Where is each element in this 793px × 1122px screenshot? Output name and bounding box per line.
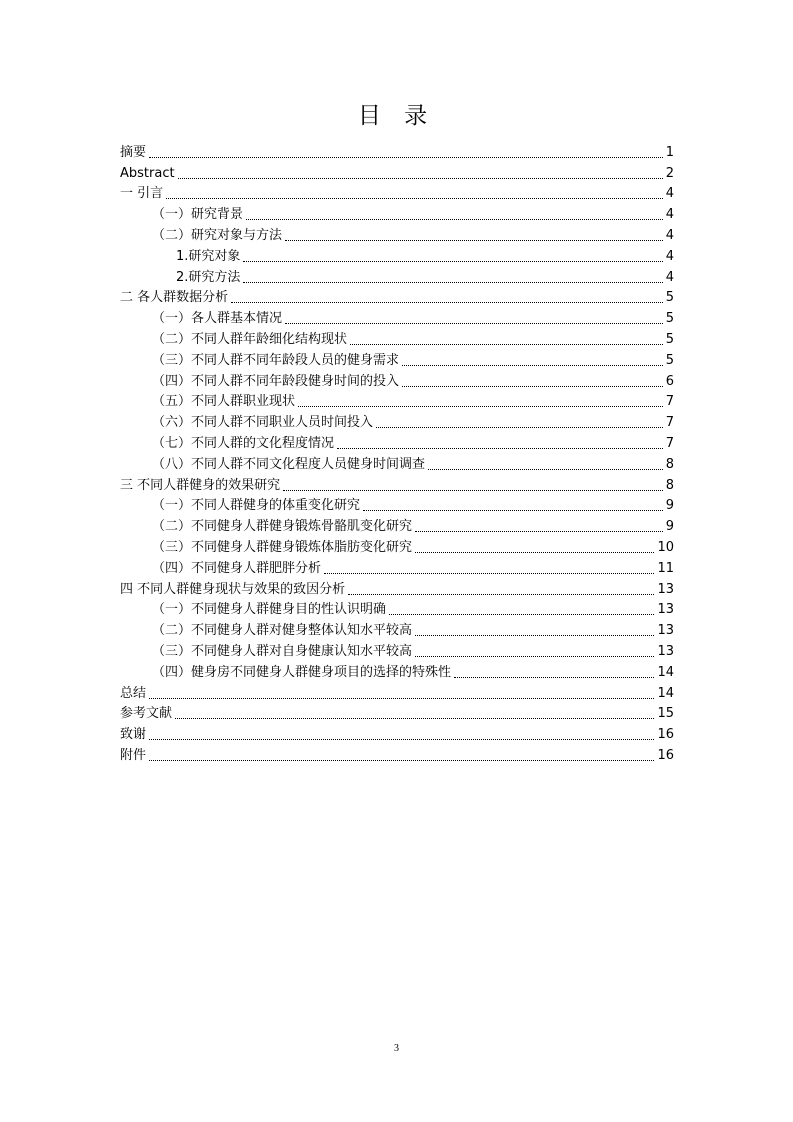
toc-entry-label: （二）不同健身人群健身锻炼骨骼肌变化研究 (152, 519, 413, 535)
toc-entry-page-number: 4 (665, 248, 674, 264)
toc-entry-page-number: 16 (657, 747, 674, 763)
toc-entry-label: （二）不同人群年龄细化结构现状 (152, 331, 348, 347)
toc-entry-page-number: 9 (665, 498, 674, 514)
toc-dot-leader (337, 448, 663, 449)
toc-entry-page-number: 5 (665, 331, 674, 347)
toc-entry-label: 二 各人群数据分析 (120, 290, 229, 306)
toc-entry-label: （一）不同健身人群健身目的性认识明确 (152, 602, 387, 618)
toc-entry-label: （四）不同人群不同年龄段健身时间的投入 (152, 373, 400, 389)
toc-dot-leader (402, 386, 663, 387)
toc-entry-label: （一）不同人群健身的体重变化研究 (152, 498, 361, 514)
toc-entry-page-number: 13 (657, 581, 674, 597)
toc-dot-leader (376, 427, 663, 428)
toc-entry[interactable] (120, 410, 674, 431)
toc-entry-page-number: 7 (665, 394, 674, 410)
toc-entry-label: （五）不同人群职业现状 (152, 394, 296, 410)
toc-entry-page-number: 7 (665, 435, 674, 451)
toc-entry[interactable] (120, 244, 674, 265)
toc-entry[interactable] (120, 140, 674, 161)
toc-dot-leader (285, 240, 663, 241)
toc-entry-label: （一）各人群基本情况 (152, 311, 283, 327)
table-of-contents (120, 140, 674, 764)
toc-entry[interactable] (120, 743, 674, 764)
toc-entry-label: 一 引言 (120, 186, 164, 202)
toc-entry[interactable] (120, 369, 674, 390)
toc-dot-leader (415, 552, 654, 553)
toc-entry-page-number: 13 (657, 623, 674, 639)
toc-entry-label: （四）不同健身人群肥胖分析 (152, 560, 322, 576)
toc-entry-page-number: 13 (657, 643, 674, 659)
toc-entry[interactable] (120, 265, 674, 286)
toc-entry-page-number: 2 (665, 165, 674, 181)
toc-entry-page-number: 5 (665, 352, 674, 368)
toc-entry-label: （三）不同健身人群健身锻炼体脂肪变化研究 (152, 539, 413, 555)
toc-entry-label: （四）健身房不同健身人群健身项目的选择的特殊性 (152, 664, 452, 680)
toc-entry-page-number: 14 (657, 685, 674, 701)
toc-entry[interactable] (120, 494, 674, 515)
toc-entry-page-number: 9 (665, 519, 674, 535)
toc-dot-leader (283, 490, 663, 491)
toc-entry[interactable] (120, 618, 674, 639)
toc-dot-leader (149, 739, 654, 740)
toc-entry-label: 三 不同人群健身的效果研究 (120, 477, 281, 493)
toc-dot-leader (231, 302, 663, 303)
toc-entry-page-number: 10 (657, 539, 674, 555)
toc-entry-label: 附件 (120, 747, 147, 763)
toc-entry[interactable] (120, 639, 674, 660)
toc-entry[interactable] (120, 681, 674, 702)
toc-entry-page-number: 7 (665, 415, 674, 431)
toc-entry-page-number: 6 (665, 373, 674, 389)
footer-page-number: 3 (394, 1043, 399, 1054)
toc-dot-leader (415, 656, 654, 657)
toc-dot-leader (454, 677, 654, 678)
toc-dot-leader (246, 219, 663, 220)
toc-dot-leader (415, 635, 654, 636)
toc-dot-leader (324, 573, 654, 574)
toc-dot-leader (175, 718, 654, 719)
toc-dot-leader (166, 198, 663, 199)
toc-dot-leader (350, 344, 663, 345)
toc-dot-leader (149, 760, 654, 761)
toc-entry-page-number: 8 (665, 477, 674, 493)
toc-entry[interactable] (120, 223, 674, 244)
toc-dot-leader (243, 282, 662, 283)
toc-entry-label: 参考文献 (120, 706, 173, 722)
toc-entry-label: 2.研究方法 (176, 269, 241, 285)
toc-dot-leader (178, 178, 663, 179)
toc-entry-page-number: 1 (665, 144, 674, 160)
toc-entry[interactable] (120, 577, 674, 598)
page-title: 目 录 (357, 103, 436, 129)
toc-entry-label: 致谢 (120, 727, 147, 743)
toc-entry-page-number: 8 (665, 456, 674, 472)
toc-entry-page-number: 11 (657, 560, 674, 576)
toc-entry-page-number: 4 (665, 269, 674, 285)
toc-dot-leader (243, 261, 662, 262)
toc-entry[interactable] (120, 202, 674, 223)
toc-dot-leader (149, 157, 663, 158)
toc-entry[interactable] (120, 473, 674, 494)
toc-entry-label: 摘要 (120, 144, 147, 160)
toc-dot-leader (415, 531, 663, 532)
toc-dot-leader (402, 365, 663, 366)
toc-entry[interactable] (120, 722, 674, 743)
toc-entry[interactable] (120, 452, 674, 473)
toc-entry-page-number: 5 (665, 290, 674, 306)
toc-entry-label: （八）不同人群不同文化程度人员健身时间调查 (152, 456, 426, 472)
toc-entry[interactable] (120, 660, 674, 681)
toc-entry-page-number: 13 (657, 602, 674, 618)
toc-entry-page-number: 16 (657, 727, 674, 743)
toc-dot-leader (149, 698, 654, 699)
toc-entry-label: 总结 (120, 685, 147, 701)
toc-entry[interactable] (120, 306, 674, 327)
toc-dot-leader (363, 510, 663, 511)
toc-dot-leader (348, 594, 654, 595)
toc-entry-label: （六）不同人群不同职业人员时间投入 (152, 415, 374, 431)
toc-entry[interactable] (120, 431, 674, 452)
toc-dot-leader (298, 406, 663, 407)
toc-entry[interactable] (120, 161, 674, 182)
toc-entry[interactable] (120, 390, 674, 411)
toc-entry-page-number: 14 (657, 664, 674, 680)
toc-entry-label: Abstract (120, 165, 175, 181)
toc-entry-page-number: 4 (665, 207, 674, 223)
toc-dot-leader (389, 614, 654, 615)
toc-entry[interactable] (120, 182, 674, 203)
toc-dot-leader (285, 323, 663, 324)
toc-entry[interactable] (120, 556, 674, 577)
toc-entry[interactable] (120, 702, 674, 723)
toc-entry-label: （一）研究背景 (152, 207, 244, 223)
toc-entry-label: （七）不同人群的文化程度情况 (152, 435, 335, 451)
toc-entry[interactable] (120, 348, 674, 369)
toc-entry[interactable] (120, 286, 674, 307)
toc-entry[interactable] (120, 598, 674, 619)
toc-entry-page-number: 15 (657, 706, 674, 722)
toc-entry[interactable] (120, 535, 674, 556)
toc-entry-label: （二）研究对象与方法 (152, 227, 283, 243)
toc-dot-leader (428, 469, 663, 470)
toc-entry-label: （三）不同人群不同年龄段人员的健身需求 (152, 352, 400, 368)
toc-entry-label: 1.研究对象 (176, 248, 241, 264)
toc-entry-label: 四 不同人群健身现状与效果的致因分析 (120, 581, 346, 597)
toc-entry-page-number: 5 (665, 311, 674, 327)
toc-entry-label: （三）不同健身人群对自身健康认知水平较高 (152, 643, 413, 659)
toc-entry[interactable] (120, 514, 674, 535)
toc-entry-label: （二）不同健身人群对健身整体认知水平较高 (152, 623, 413, 639)
toc-entry[interactable] (120, 327, 674, 348)
toc-entry-page-number: 4 (665, 227, 674, 243)
toc-entry-page-number: 4 (665, 186, 674, 202)
